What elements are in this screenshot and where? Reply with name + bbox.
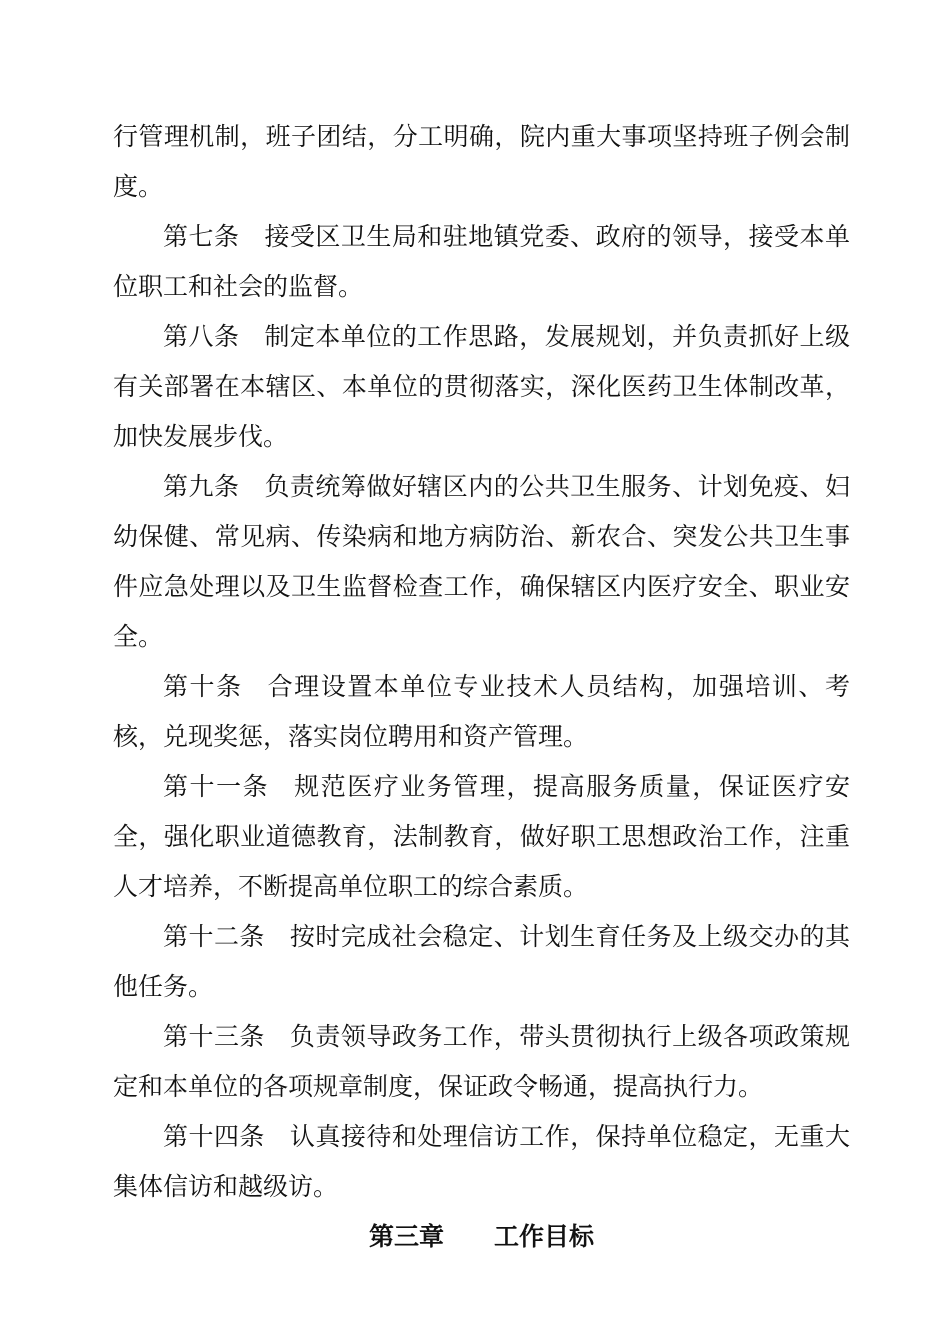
article-number: 第十一条 — [163, 772, 270, 801]
continuation-paragraph: 行管理机制，班子团结，分工明确，院内重大事项坚持班子例会制度。 — [113, 122, 850, 201]
article-text: 按时完成社会稳定、计划生育任务及上级交办的其他任务。 — [113, 922, 850, 1001]
article-text: 负责领导政务工作，带头贯彻执行上级各项政策规定和本单位的各项规章制度，保证政令畅通，提高执行力。 — [113, 1022, 850, 1101]
article-number: 第七条 — [163, 222, 240, 251]
chapter-heading — [113, 1212, 850, 1262]
article-number: 第十二条 — [163, 922, 265, 951]
article-11 — [113, 762, 850, 912]
article-10 — [113, 662, 850, 762]
article-14 — [113, 1112, 850, 1212]
article-text: 接受区卫生局和驻地镇党委、政府的领导，接受本单位职工和社会的监督。 — [113, 222, 850, 301]
article-text: 规范医疗业务管理，提高服务质量，保证医疗安全，强化职业道德教育，法制教育，做好职工思想政治工作，注重人才培养，不断提高单位职工的综合素质。 — [113, 772, 850, 901]
article-7 — [113, 212, 850, 312]
article-12 — [113, 912, 850, 1012]
article-number: 第十四条 — [163, 1122, 265, 1151]
article-text: 负责统筹做好辖区内的公共卫生服务、计划免疫、妇幼保健、常见病、传染病和地方病防治、新农合、突发公共卫生事件应急处理以及卫生监督检查工作，确保辖区内医疗安全、职业安全。 — [113, 472, 850, 651]
document-page — [113, 112, 850, 1262]
article-13 — [113, 1012, 850, 1112]
article-8 — [113, 312, 850, 462]
article-9 — [113, 462, 850, 662]
chapter-number: 第三章 — [368, 1222, 444, 1251]
article-text: 合理设置本单位专业技术人员结构，加强培训、考核，兑现奖惩，落实岗位聘用和资产管理。 — [113, 672, 850, 751]
article-number: 第十三条 — [163, 1022, 265, 1051]
chapter-title: 工作目标 — [494, 1222, 595, 1251]
article-number: 第八条 — [163, 322, 240, 351]
article-number: 第十条 — [163, 672, 243, 701]
article-text: 制定本单位的工作思路，发展规划，并负责抓好上级有关部署在本辖区、本单位的贯彻落实，深化医药卫生体制改革，加快发展步伐。 — [113, 322, 850, 451]
article-text: 认真接待和处理信访工作，保持单位稳定，无重大集体信访和越级访。 — [113, 1122, 850, 1201]
article-number: 第九条 — [163, 472, 240, 501]
